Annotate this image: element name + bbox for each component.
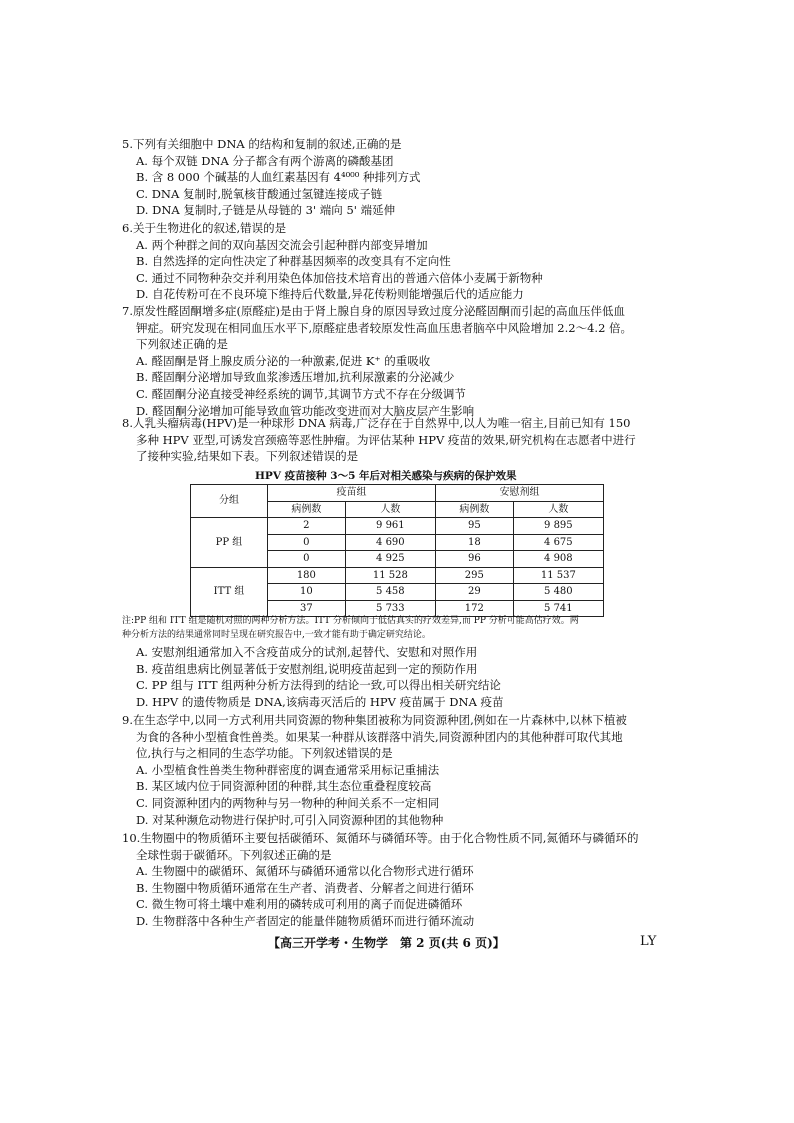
question-6-stem: 6.关于生物进化的叙述,错误的是: [122, 221, 287, 235]
question-9-option-c: C. 同资源种团内的两物种与另一物种的种间关系不一定相同: [136, 795, 440, 810]
question-10-option-a: A. 生物圈中的碳循环、氮循环与磷循环通常以化合物形式进行循环: [136, 864, 474, 879]
question-8-option-b: B. 疫苗组患病比例显著低于安慰剂组,说明疫苗起到一定的预防作用: [136, 661, 478, 676]
question-7-stem-line-2: 钾症。研究发现在相同血压水平下,原醛症患者较原发性高血压患者脑卒中风险增加 2.2～4.2 倍。: [136, 320, 633, 335]
question-6-option-b: B. 自然选择的定向性决定了种群基因频率的改变具有不定向性: [136, 254, 451, 269]
question-6-option-c: C. 通过不同物种杂交并利用染色体加倍技术培育出的普通六倍体小麦属于新物种: [136, 270, 543, 285]
table-cell: 11 537: [513, 567, 603, 584]
hpv-table: [190, 484, 604, 617]
table-header-row: [191, 485, 604, 502]
table-cell: 4 908: [513, 551, 603, 568]
question-8-stem-line-2: 多种 HPV 亚型,可诱发宫颈癌等恶性肿瘤。为评估某种 HPV 疫苗的效果,研究机构在志愿者中进行: [136, 432, 636, 447]
table-cell: 29: [435, 584, 513, 601]
table-cell: 9 895: [513, 518, 603, 535]
table-cell: 5 458: [345, 584, 435, 601]
table-cell: 295: [435, 567, 513, 584]
question-6-option-d: D. 自花传粉可在不良环境下维持后代数量,异花传粉则能增强后代的适应能力: [136, 287, 524, 302]
table-cell: 5 480: [513, 584, 603, 601]
question-7-option-a: A. 醛固酮是肾上腺皮质分泌的一种激素,促进 K⁺ 的重吸收: [136, 353, 431, 368]
question-8-options: [122, 644, 504, 710]
question-5-option-c: C. DNA 复制时,脱氧核苷酸通过氢键连接成子链: [136, 186, 383, 201]
question-7-option-c: C. 醛固酮分泌直接受神经系统的调节,其调节方式不存在分级调节: [136, 386, 466, 401]
vaccine-group-header: 疫苗组: [268, 485, 436, 502]
question-8: [122, 415, 682, 465]
table-cell: 2: [268, 518, 346, 535]
question-10-stem-line-2: 全球性弱于碳循环。下列叙述正确的是: [136, 847, 332, 862]
question-8-option-c: C. PP 组与 ITT 组两种分析方法得到的结论一致,可以得出相关研究结论: [136, 678, 501, 693]
table-title: HPV 疫苗接种 3～5 年后对相关感染与疾病的保护效果: [255, 470, 517, 482]
table-cell: 172: [435, 600, 513, 617]
question-9: [122, 712, 682, 828]
question-7-stem-line-3: 下列叙述正确的是: [136, 337, 228, 352]
table-cell: 5 741: [513, 600, 603, 617]
question-6-option-a: A. 两个种群之间的双向基因交流会引起种群内部变异增加: [136, 237, 428, 252]
table-note-line-1: 注:PP 组和 ITT 组是随机对照的两种分析方法。ITT 分析倾向于低估真实的疗效差异,而 PP 分析可能高估疗效。两: [122, 616, 579, 626]
question-8-stem-line-3: 了接种实验,结果如下表。下列叙述错误的是: [136, 449, 359, 464]
table-row: [191, 518, 604, 535]
table-cell: 4 675: [513, 534, 603, 551]
question-10-option-c: C. 微生物可将土壤中难利用的磷转成可利用的离子而促进磷循环: [136, 897, 463, 912]
question-10-option-d: D. 生物群落中各种生产者固定的能量伴随物质循环而进行循环流动: [136, 913, 475, 928]
table-cell: 4 925: [345, 551, 435, 568]
col-header-people: 人数: [513, 501, 603, 518]
question-9-stem: 9.在生态学中,以同一方式利用共同资源的物种集团被称为同资源种团,例如在一片森林中,以林下植被: [122, 713, 627, 727]
col-header-cases: 病例数: [268, 501, 346, 518]
question-5: [122, 136, 682, 219]
question-6: [122, 220, 682, 303]
question-8-option-a: A. 安慰剂组通常加入不含疫苗成分的试剂,起替代、安慰和对照作用: [136, 645, 478, 659]
table-cell: 37: [268, 600, 346, 617]
question-7-stem: 7.原发性醛固酮增多症(原醛症)是由于肾上腺自身的原因导致过度分泌醛固酮而引起的高血压伴低血: [122, 304, 625, 318]
question-5-option-b: B. 含 8 000 个碱基的人血红素基因有 4⁴⁰⁰⁰ 种排列方式: [136, 170, 421, 185]
table-corner: 分组: [191, 485, 268, 518]
question-5-stem: 5.下列有关细胞中 DNA 的结构和复制的叙述,正确的是: [122, 137, 402, 151]
table-cell: 95: [435, 518, 513, 535]
question-10-stem: 10.生物圈中的物质循环主要包括碳循环、氮循环与磷循环等。由于化合物性质不同,氮循环与磷循环的: [122, 831, 639, 845]
footer-code: LY: [640, 934, 657, 949]
placebo-group-header: 安慰剂组: [435, 485, 603, 502]
question-5-option-a: A. 每个双链 DNA 分子都含有两个游离的磷酸基团: [136, 153, 394, 168]
question-8-stem: 8.人乳头瘤病毒(HPV)是一种球形 DNA 病毒,广泛存在于自然界中,以人为唯一宿主,目前已知有 150: [122, 416, 631, 430]
group-label-pp: PP 组: [191, 518, 268, 568]
table-cell: 4 690: [345, 534, 435, 551]
page-footer: 【高三开学考・生物学 第 2 页(共 6 页)】: [268, 936, 505, 950]
table-cell: 9 961: [345, 518, 435, 535]
table-cell: 180: [268, 567, 346, 584]
table-cell: 11 528: [345, 567, 435, 584]
question-9-option-b: B. 某区域内位于同资源种团的种群,其生态位重叠程度较高: [136, 779, 432, 794]
table-cell: 18: [435, 534, 513, 551]
question-9-option-d: D. 对某种濒危动物进行保护时,可引入同资源种团的其他物种: [136, 812, 444, 827]
col-header-cases: 病例数: [435, 501, 513, 518]
question-10-option-b: B. 生物圈中物质循环通常在生产者、消费者、分解者之间进行循环: [136, 880, 474, 895]
table-cell: 5 733: [345, 600, 435, 617]
table-cell: 10: [268, 584, 346, 601]
table-row: [191, 567, 604, 584]
table-note: [122, 614, 667, 642]
question-8-option-d: D. HPV 的遗传物质是 DNA,该病毒灭活后的 HPV 疫苗属于 DNA 疫苗: [136, 694, 504, 709]
question-7: [122, 303, 682, 419]
question-5-option-d: D. DNA 复制时,子链是从母链的 3' 端向 5' 端延伸: [136, 203, 396, 218]
col-header-people: 人数: [345, 501, 435, 518]
question-7-option-d: D. 醛固酮分泌增加可能导致血管功能改变进而对大脑皮层产生影响: [136, 403, 475, 418]
table-cell: 0: [268, 534, 346, 551]
question-7-option-b: B. 醛固酮分泌增加导致血浆渗透压增加,抗利尿激素的分泌减少: [136, 370, 455, 385]
table-note-line-2: 种分析方法的结果通常同时呈现在研究报告中,一致才能有助于确定研究结论。: [122, 630, 431, 640]
question-10: [122, 830, 682, 930]
question-9-stem-line-3: 位,执行与之相同的生态学功能。下列叙述错误的是: [136, 746, 393, 761]
question-9-option-a: A. 小型植食性兽类生物种群密度的调查通常采用标记重捕法: [136, 762, 440, 777]
table-cell: 96: [435, 551, 513, 568]
question-9-stem-line-2: 为食的各种小型植食性兽类。如果某一种群从该群落中消失,同资源种团内的其他种群可取代其地: [136, 729, 623, 744]
group-label-itt: ITT 组: [191, 567, 268, 617]
table-cell: 0: [268, 551, 346, 568]
